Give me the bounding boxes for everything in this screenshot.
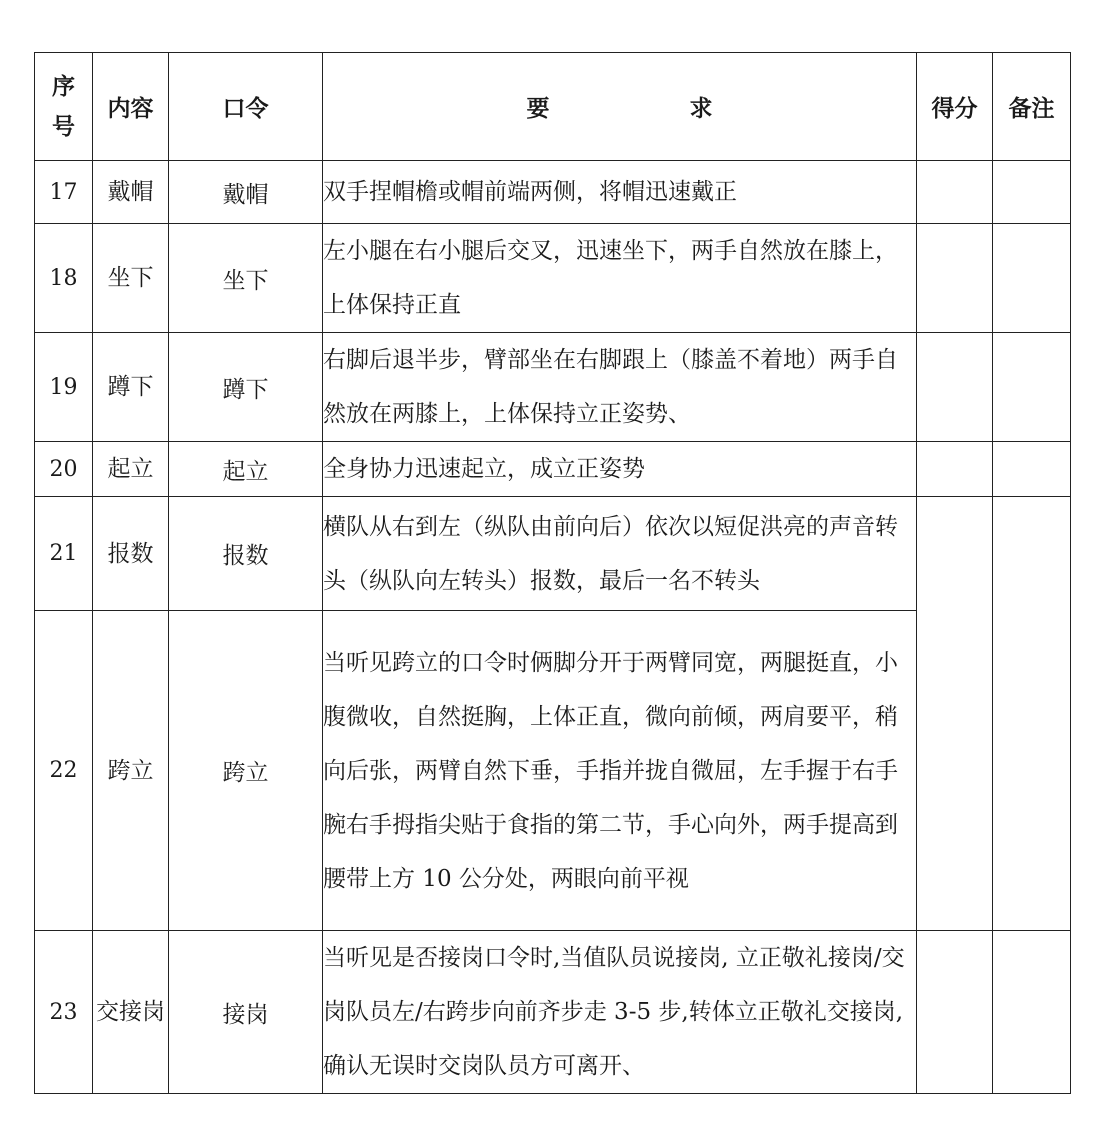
row-content: 起立 bbox=[93, 442, 169, 497]
requirements-table bbox=[34, 52, 1071, 1094]
row-requirement: 左小腿在右小腿后交叉，迅速坐下，两手自然放在膝上，上体保持正直 bbox=[323, 224, 917, 333]
table-header-row bbox=[35, 53, 1071, 161]
table-row bbox=[35, 611, 1071, 931]
row-note-cell bbox=[993, 442, 1071, 497]
row-score-cell bbox=[917, 931, 993, 1094]
row-number: 20 bbox=[35, 442, 93, 497]
row-note-cell bbox=[993, 161, 1071, 224]
row-command: 起立 bbox=[169, 442, 323, 497]
row-requirement: 当听见跨立的口令时俩脚分开于两臂同宽，两腿挺直，小腹微收，自然挺胸，上体正直，微向前倾，两肩要平，稍向后张，两臂自然下垂，手指并拢自微屈，左手握于右手腕右手拇指尖贴于食指的第二节，手心向外，两手提高到腰带上方 10 公分处，两眼向前平视 bbox=[323, 611, 917, 931]
header-number-line1: 序 bbox=[52, 73, 75, 100]
table-row bbox=[35, 442, 1071, 497]
table-row bbox=[35, 931, 1071, 1094]
row-command: 跨立 bbox=[169, 611, 323, 931]
row-content: 戴帽 bbox=[93, 161, 169, 224]
table-row bbox=[35, 333, 1071, 442]
row-content: 蹲下 bbox=[93, 333, 169, 442]
row-number: 17 bbox=[35, 161, 93, 224]
row-number: 18 bbox=[35, 224, 93, 333]
row-content: 跨立 bbox=[93, 611, 169, 931]
header-requirement-part2: 求 bbox=[689, 96, 713, 122]
row-command: 戴帽 bbox=[169, 161, 323, 224]
row-score-cell bbox=[917, 224, 993, 333]
row-requirement: 横队从右到左（纵队由前向后）依次以短促洪亮的声音转头（纵队向左转头）报数，最后一名不转头 bbox=[323, 497, 917, 611]
row-content: 交接岗 bbox=[93, 931, 169, 1094]
row-command: 蹲下 bbox=[169, 333, 323, 442]
header-score: 得分 bbox=[917, 53, 993, 161]
header-requirement bbox=[323, 53, 917, 161]
row-note-cell bbox=[993, 497, 1071, 931]
row-command: 接岗 bbox=[169, 931, 323, 1094]
row-score-cell bbox=[917, 161, 993, 224]
row-content: 坐下 bbox=[93, 224, 169, 333]
row-requirement: 全身协力迅速起立，成立正姿势 bbox=[323, 442, 917, 497]
row-requirement: 右脚后退半步，臂部坐在右脚跟上（膝盖不着地）两手自然放在两膝上，上体保持立正姿势、 bbox=[323, 333, 917, 442]
header-content: 内容 bbox=[93, 53, 169, 161]
row-note-cell bbox=[993, 224, 1071, 333]
header-command: 口令 bbox=[169, 53, 323, 161]
row-command: 坐下 bbox=[169, 224, 323, 333]
header-number-line2: 号 bbox=[52, 113, 75, 140]
row-score-cell bbox=[917, 497, 993, 931]
row-score-cell bbox=[917, 442, 993, 497]
table-row bbox=[35, 161, 1071, 224]
row-command: 报数 bbox=[169, 497, 323, 611]
header-note: 备注 bbox=[993, 53, 1071, 161]
row-note-cell bbox=[993, 931, 1071, 1094]
row-number: 19 bbox=[35, 333, 93, 442]
row-requirement: 双手捏帽檐或帽前端两侧，将帽迅速戴正 bbox=[323, 161, 917, 224]
header-number bbox=[35, 53, 93, 161]
row-number: 22 bbox=[35, 611, 93, 931]
row-score-cell bbox=[917, 333, 993, 442]
row-note-cell bbox=[993, 333, 1071, 442]
document-page bbox=[34, 52, 1070, 1094]
table-row bbox=[35, 497, 1071, 611]
row-number: 23 bbox=[35, 931, 93, 1094]
row-requirement: 当听见是否接岗口令时,当值队员说接岗, 立正敬礼接岗/交岗队员左/右跨步向前齐步走 3-5 步,转体立正敬礼交接岗, 确认无误时交岗队员方可离开、 bbox=[323, 931, 917, 1094]
header-requirement-part1: 要 bbox=[526, 96, 550, 122]
table-row bbox=[35, 224, 1071, 333]
row-content: 报数 bbox=[93, 497, 169, 611]
row-number: 21 bbox=[35, 497, 93, 611]
